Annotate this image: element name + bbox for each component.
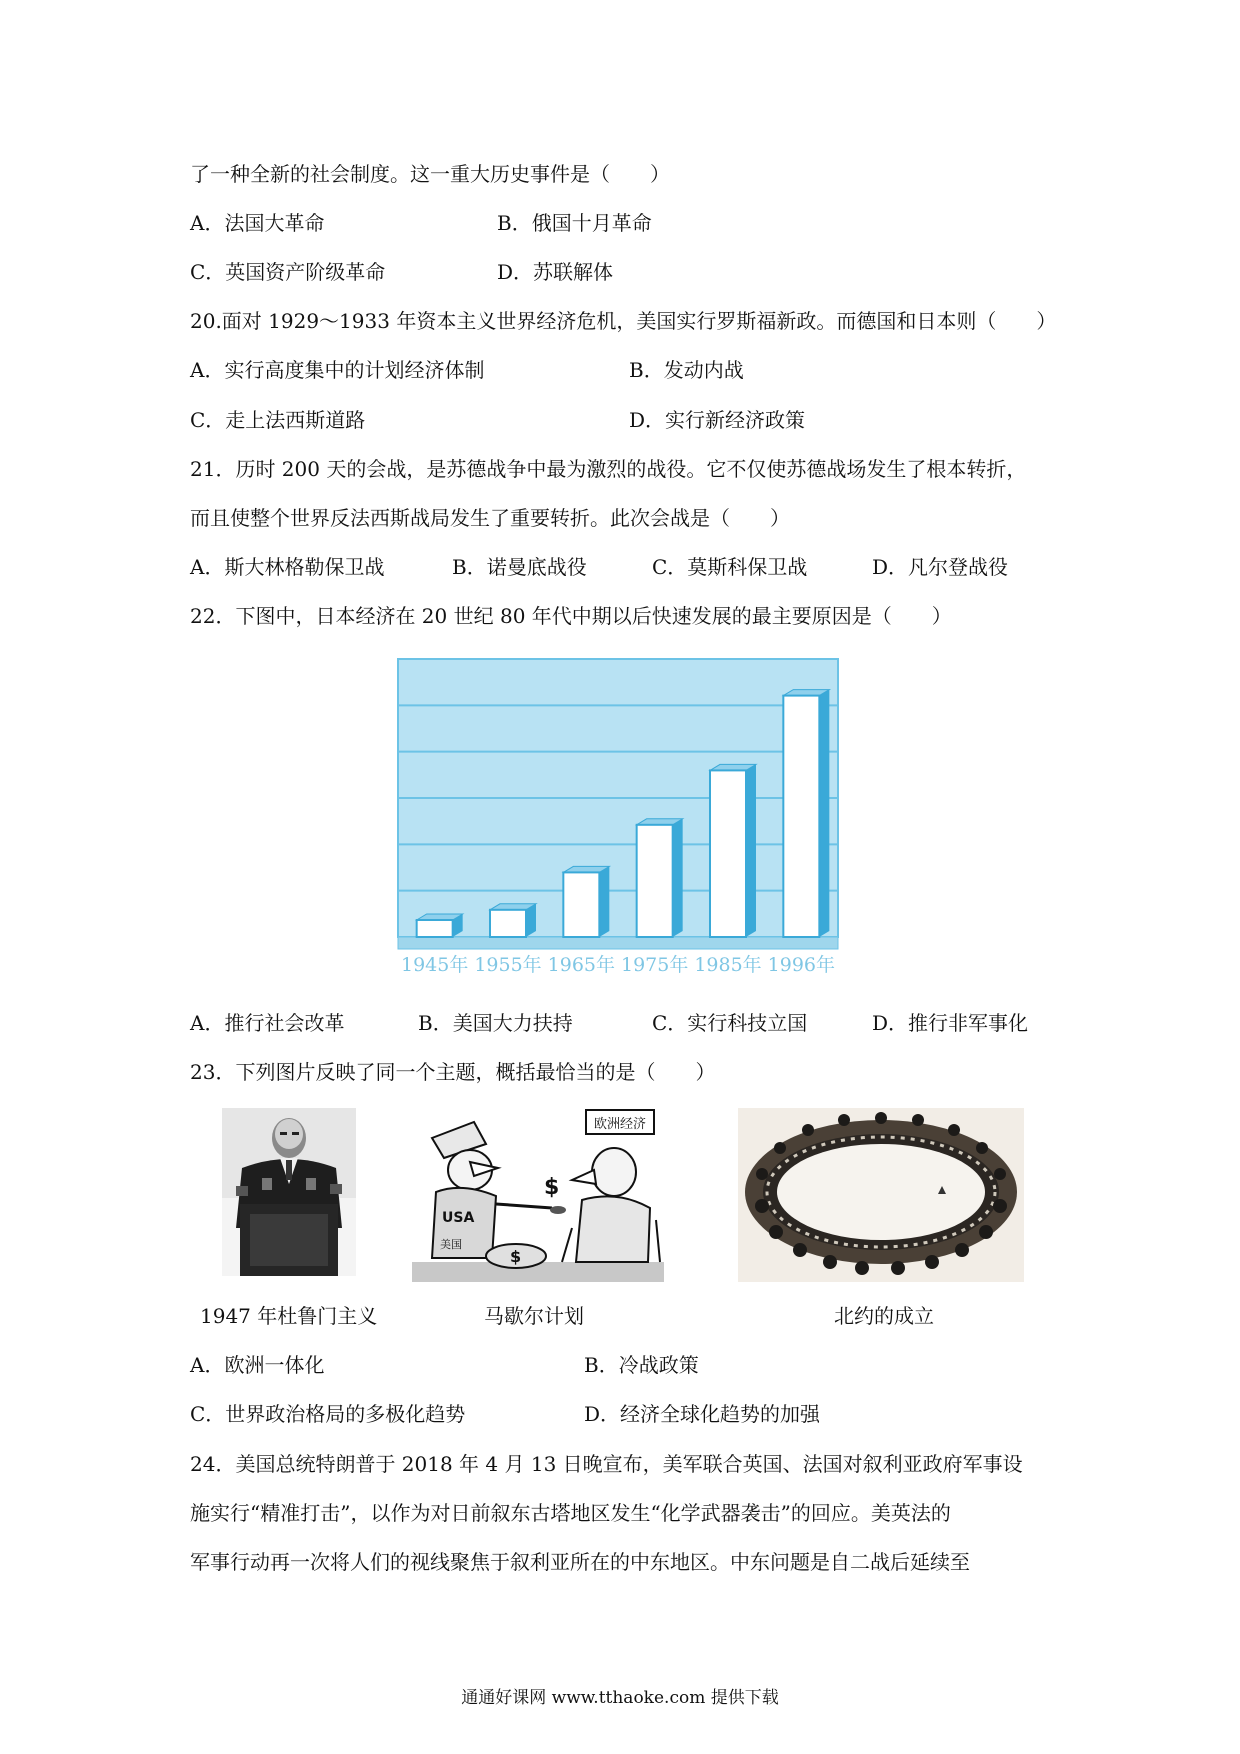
- chart-bar: [490, 910, 526, 937]
- q23-option-b: B．冷战政策: [584, 1353, 699, 1377]
- chart-bar: [710, 770, 746, 937]
- page-footer: 通通好课网 www.tthaoke.com 提供下载: [461, 1688, 779, 1708]
- q20-stem: 20.面对 1929～1933 年资本主义世界经济危机，美国实行罗斯福新政。而德国和日本则（ ）: [190, 309, 1057, 333]
- caption-marshall-plan: 马歇尔计划: [484, 1304, 584, 1328]
- chart-tick-labels: [401, 954, 835, 976]
- truman-photo: [222, 1108, 356, 1276]
- chart-bar-side: [673, 819, 683, 937]
- nato-roundtable-photo: [738, 1108, 1024, 1282]
- q21-option-c: C．莫斯科保卫战: [652, 555, 808, 579]
- chart-tick-label: 1945年: [400, 954, 469, 976]
- q21-option-a: A．斯大林格勒保卫战: [190, 555, 385, 579]
- chart-bar-side: [746, 764, 756, 937]
- q24-line1: 24．美国总统特朗普于 2018 年 4 月 13 日晚宣布，美军联合英国、法国对叙利亚政府军事设: [190, 1452, 1023, 1476]
- chart-bar-side: [599, 866, 609, 937]
- chart-tick-label: 1996年: [767, 954, 836, 976]
- q20-option-c: C．走上法西斯道路: [190, 408, 366, 432]
- dollar-sign-icon: $: [544, 1175, 560, 1200]
- q20-option-a: A．实行高度集中的计划经济体制: [190, 358, 485, 382]
- q22-option-c: C．实行科技立国: [652, 1011, 808, 1035]
- q23-option-a: A．欧洲一体化: [190, 1353, 325, 1377]
- caption-truman-doctrine: 1947 年杜鲁门主义: [200, 1304, 378, 1328]
- chart-bar: [637, 825, 673, 937]
- chart-floor: [398, 937, 838, 949]
- chart-background: [398, 659, 838, 949]
- q19-option-b: B．俄国十月革命: [497, 211, 652, 235]
- q19-option-d: D．苏联解体: [497, 260, 614, 284]
- q23-stem: 23．下列图片反映了同一个主题，概括最恰当的是（ ）: [190, 1060, 716, 1084]
- q23-option-d: D．经济全球化趋势的加强: [584, 1402, 821, 1426]
- q19-option-c: C．英国资产阶级革命: [190, 260, 386, 284]
- q22-option-d: D．推行非军事化: [872, 1011, 1029, 1035]
- q24-line3: 军事行动再一次将人们的视线聚焦于叙利亚所在的中东地区。中东问题是自二战后延续至: [190, 1550, 970, 1574]
- q21-option-b: B．诺曼底战役: [452, 555, 587, 579]
- chart-tick-label: 1975年: [620, 954, 689, 976]
- q24-line2: 施实行“精准打击”，以作为对日前叙东古塔地区发生“化学武器袭击”的回应。美英法的: [190, 1501, 951, 1525]
- q21-option-d: D．凡尔登战役: [872, 555, 1009, 579]
- q23-option-c: C．世界政治格局的多极化趋势: [190, 1402, 466, 1426]
- chart-tick-label: 1985年: [694, 954, 762, 976]
- marshall-plan-cartoon: [412, 1108, 664, 1282]
- chart-bar: [783, 696, 819, 937]
- q19-stem: 了一种全新的社会制度。这一重大历史事件是（ ）: [190, 162, 670, 186]
- dollar-pot-icon: $: [510, 1247, 522, 1266]
- chart-bar: [417, 920, 453, 937]
- q19-option-a: A．法国大革命: [190, 211, 325, 235]
- cartoon-usa-cn-label: 美国: [440, 1238, 462, 1251]
- japan-economy-bar-chart: [390, 655, 850, 985]
- caption-nato: 北约的成立: [834, 1304, 934, 1328]
- q22-option-b: B．美国大力扶持: [418, 1011, 573, 1035]
- chart-tick-label: 1955年: [474, 954, 542, 976]
- q22-option-a: A．推行社会改革: [190, 1011, 345, 1035]
- q21-stem-line2: 而且使整个世界反法西斯战局发生了重要转折。此次会战是（ ）: [190, 506, 790, 530]
- chart-tick-label: 1965年: [547, 954, 616, 976]
- chart-bar: [563, 872, 599, 937]
- cartoon-usa-label: USA: [442, 1210, 475, 1226]
- chart-bar-side: [819, 690, 829, 937]
- q22-stem: 22．下图中，日本经济在 20 世纪 80 年代中期以后快速发展的最主要原因是（ ）: [190, 604, 952, 628]
- q20-option-d: D．实行新经济政策: [629, 408, 806, 432]
- q21-stem-line1: 21．历时 200 天的会战，是苏德战争中最为激烈的战役。它不仅使苏德战场发生了根本转折，: [190, 457, 1027, 481]
- q20-option-b: B．发动内战: [629, 358, 744, 382]
- cartoon-sign-text: 欧洲经济: [593, 1117, 647, 1132]
